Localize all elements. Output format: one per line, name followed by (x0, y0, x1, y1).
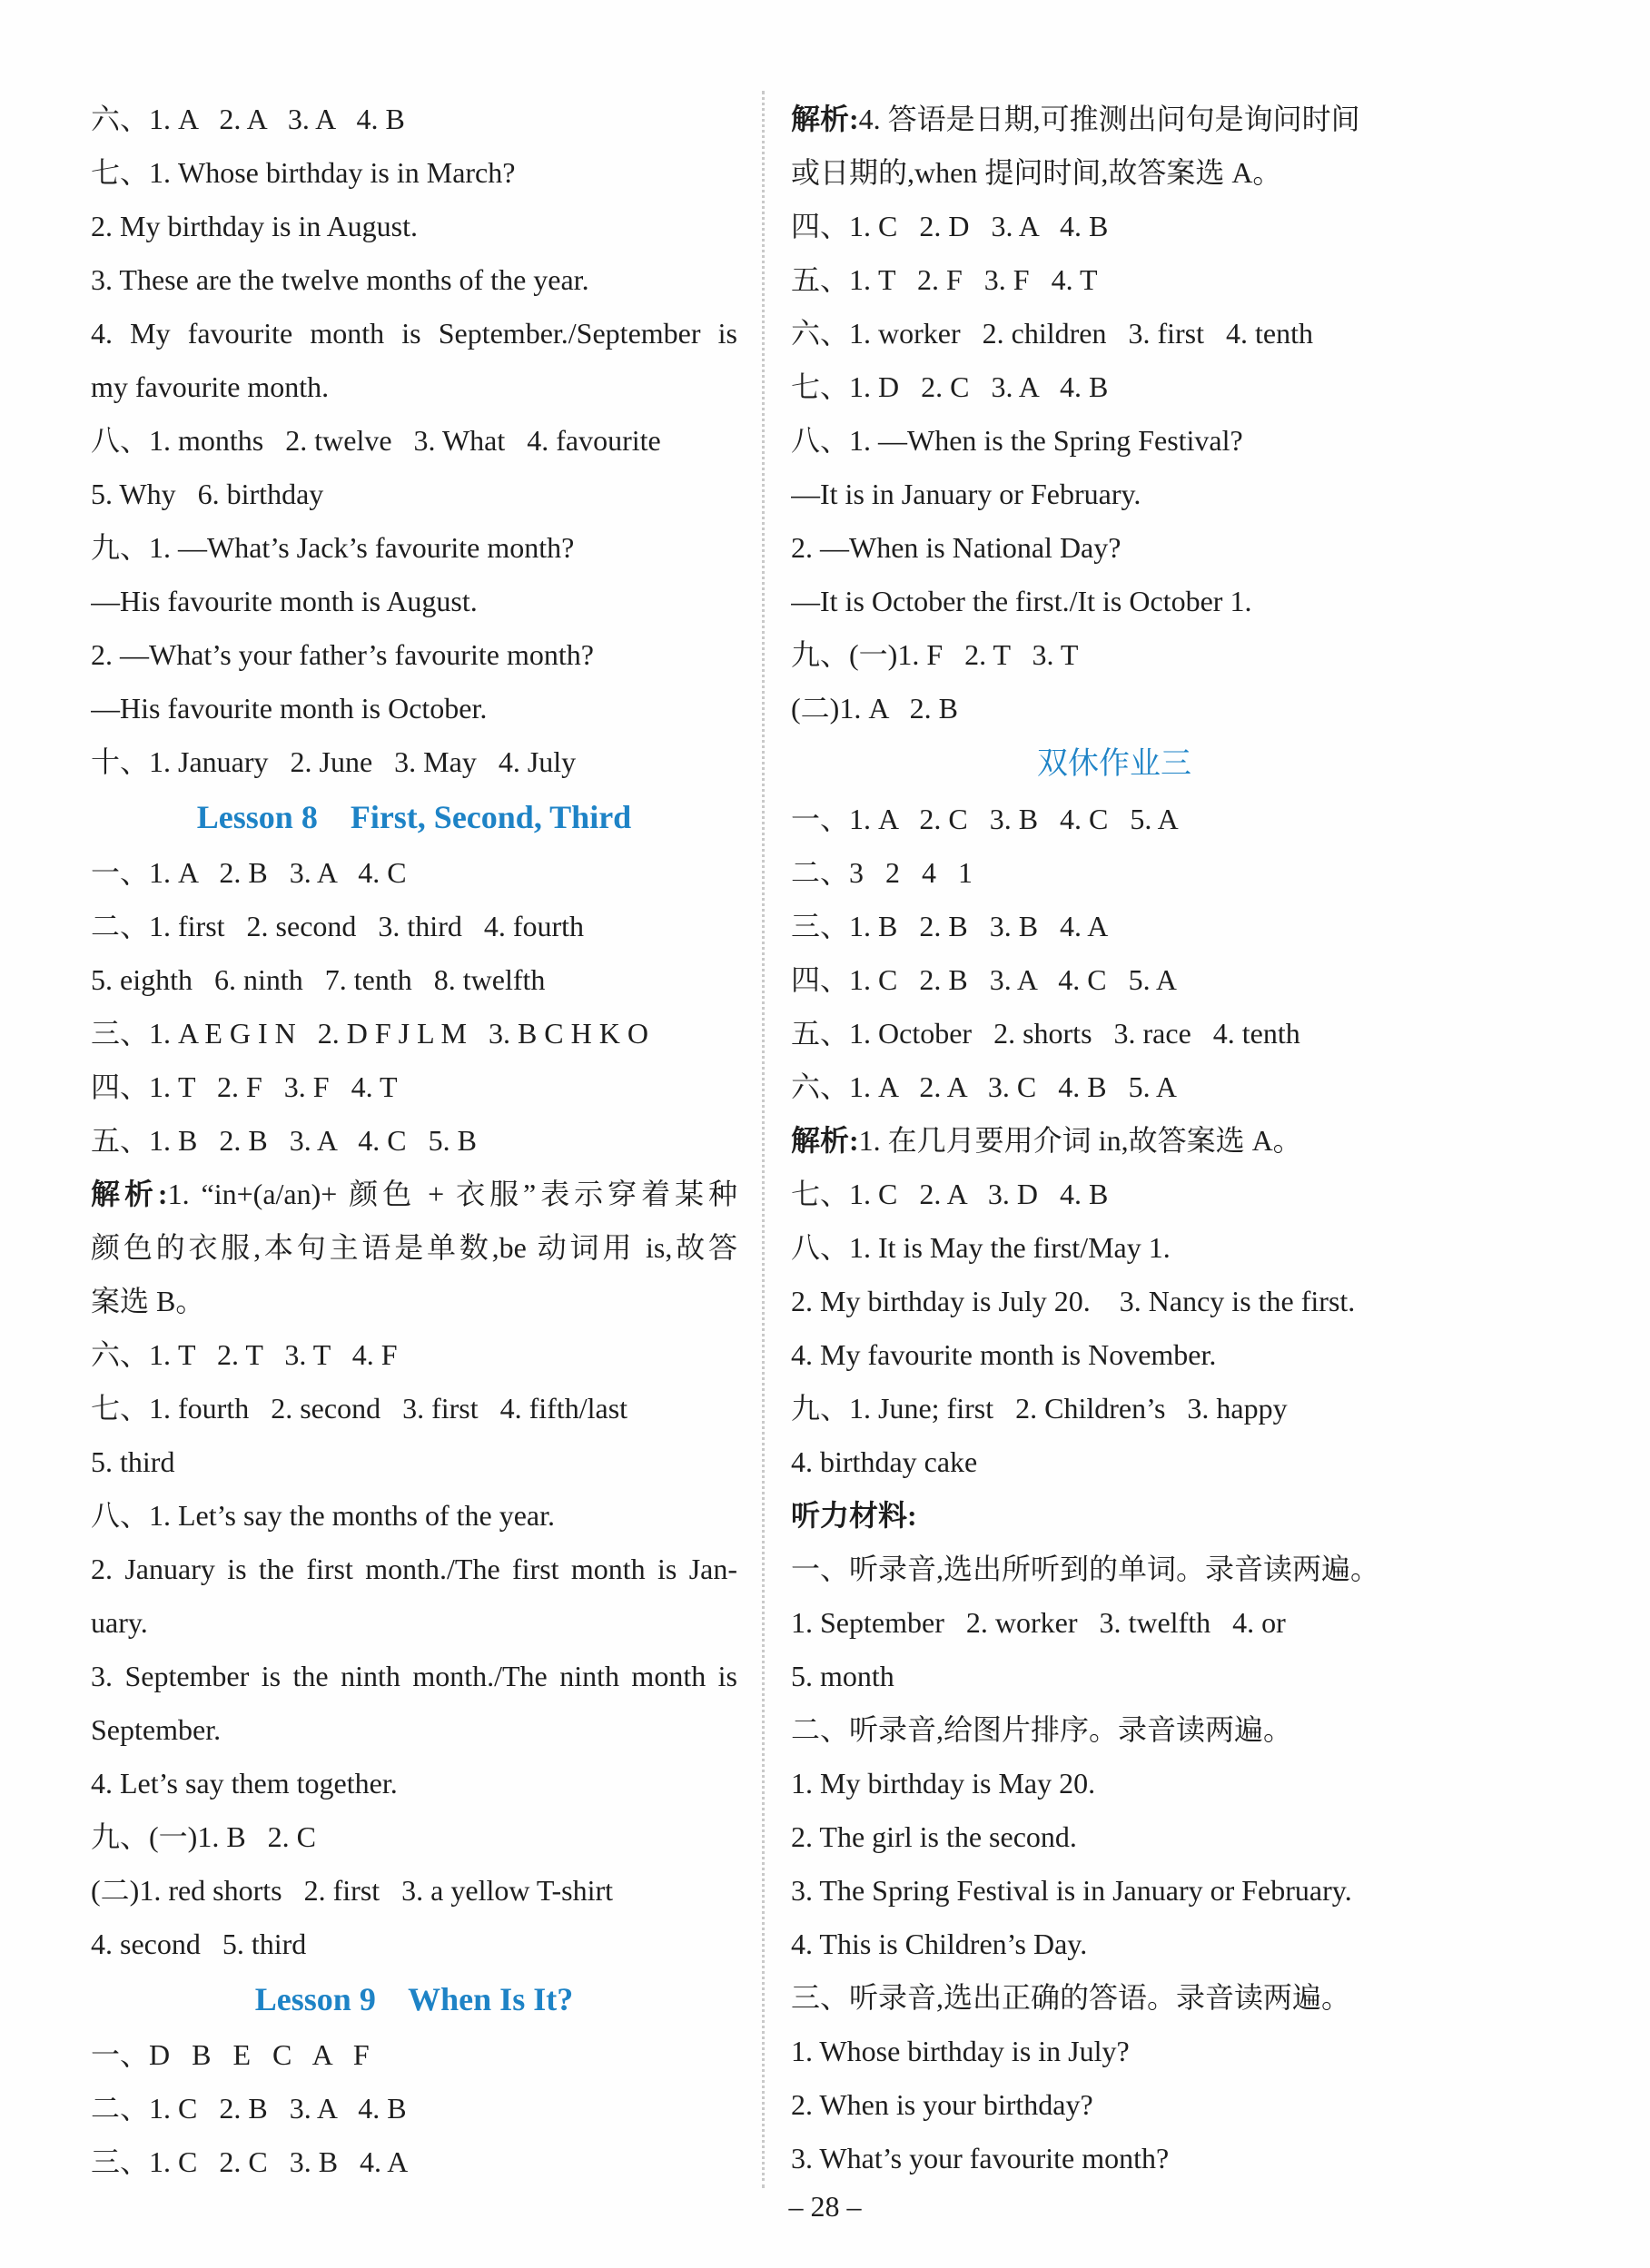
answer-line (791, 1114, 1438, 1168)
answer-text: 4. birthday cake (791, 1445, 978, 1478)
answer-text: 十、1. January 2. June 3. May 4. July (91, 745, 577, 778)
answer-text: 1. September 2. worker 3. twelfth 4. or (791, 1606, 1286, 1639)
answer-line (91, 1275, 737, 1328)
answer-line (791, 253, 1438, 307)
answer-line (791, 1971, 1438, 2025)
answer-line (791, 2132, 1438, 2185)
answer-text: 六、1. worker 2. children 3. first 4. tenth (791, 317, 1314, 350)
answer-text: 4. Let’s say them together. (91, 1767, 398, 1800)
answer-line (791, 846, 1438, 900)
answer-text: 六、1. A 2. A 3. A 4. B (91, 103, 405, 135)
explanation-label: 解析: (91, 1178, 168, 1210)
answer-text: 5. third (91, 1445, 175, 1478)
answer-line (91, 1221, 737, 1275)
answer-line (791, 1918, 1438, 1971)
answer-text: 二、1. first 2. second 3. third 4. fourth (91, 910, 585, 942)
answer-line (791, 2025, 1438, 2078)
answer-text: 九、(一)1. B 2. C (91, 1820, 317, 1853)
answer-line (791, 1596, 1438, 1650)
answer-line (91, 575, 737, 628)
answer-line (791, 2078, 1438, 2132)
answer-line (91, 1918, 737, 1971)
answer-line (91, 1060, 737, 1114)
answer-line (91, 2082, 737, 2135)
answer-text: (二)1. red shorts 2. first 3. a yellow T-shirt (91, 1874, 614, 1907)
right-column (791, 93, 1438, 2185)
answer-text: 九、1. —What’s Jack’s favourite month? (91, 531, 575, 564)
answer-text: 七、1. C 2. A 3. D 4. B (791, 1178, 1109, 1210)
answer-text: 2. When is your birthday? (791, 2088, 1093, 2121)
answer-text: 3. What’s your favourite month? (791, 2142, 1170, 2174)
answer-text: 4. My favourite month is September./September is (91, 317, 737, 350)
answer-text: —His favourite month is October. (91, 692, 488, 725)
answer-text: 1. Whose birthday is in July? (791, 2035, 1130, 2067)
left-column (91, 93, 737, 2189)
answer-text: 4. second 5. third (91, 1928, 307, 1960)
answer-text: 2. The girl is the second. (791, 1820, 1077, 1853)
answer-text: —It is in January or February. (791, 478, 1141, 510)
answer-line (91, 1328, 737, 1382)
section-heading: Lesson 9 When Is It? (254, 1981, 574, 2017)
answer-line (791, 793, 1438, 846)
answer-line (91, 360, 737, 414)
answer-text: 4. This is Children’s Day. (791, 1928, 1088, 1960)
answer-text: 五、1. T 2. F 3. F 4. T (791, 263, 1098, 296)
answer-line (91, 93, 737, 146)
answer-text: 一、D B E C A F (91, 2038, 370, 2071)
answer-text: 5. month (791, 1660, 894, 1692)
answer-text: 三、1. C 2. C 3. B 4. A (91, 2145, 409, 2178)
answer-text: 2. January is the first month./The first month is Jan- (91, 1553, 737, 1585)
answer-text: 二、3 2 4 1 (791, 856, 973, 889)
answer-line (791, 1543, 1438, 1596)
answer-line (791, 1221, 1438, 1275)
answer-text: 颜色的衣服,本句主语是单数,be 动词用 is,故答 (91, 1231, 737, 1264)
answer-line (91, 307, 737, 360)
answer-line (791, 521, 1438, 575)
answer-text: 八、1. It is May the first/May 1. (791, 1231, 1171, 1264)
answer-text: 八、1. Let’s say the months of the year. (91, 1499, 556, 1532)
answer-line (791, 468, 1438, 521)
answer-line (791, 1382, 1438, 1435)
answer-text: 四、1. C 2. D 3. A 4. B (791, 210, 1109, 242)
explanation-label: 解析: (791, 103, 859, 135)
answer-line (91, 1489, 737, 1543)
answer-text: 九、(一)1. F 2. T 3. T (791, 638, 1079, 671)
answer-line (791, 146, 1438, 200)
answer-text: 七、1. Whose birthday is in March? (91, 156, 516, 189)
answer-line (91, 1435, 737, 1489)
answer-line (791, 200, 1438, 253)
answer-line (91, 1864, 737, 1918)
answer-text: 五、1. October 2. shorts 3. race 4. tenth (791, 1017, 1300, 1050)
answer-line (91, 521, 737, 575)
answer-line (91, 2028, 737, 2082)
answer-text: (二)1. A 2. B (791, 692, 959, 725)
answer-line (91, 1810, 737, 1864)
answer-line (91, 253, 737, 307)
explanation-label: 听力材料: (791, 1499, 917, 1532)
answer-text: 六、1. T 2. T 3. T 4. F (91, 1338, 398, 1371)
answer-line (791, 1275, 1438, 1328)
answer-line (91, 1703, 737, 1757)
answer-text: 2. —When is National Day? (791, 531, 1121, 564)
answer-text: 2. My birthday is July 20. 3. Nancy is the first. (791, 1285, 1356, 1317)
answer-text: 一、1. A 2. B 3. A 4. C (91, 856, 407, 889)
answer-line (91, 846, 737, 900)
answer-line (91, 953, 737, 1007)
answer-text: 五、1. B 2. B 3. A 4. C 5. B (91, 1124, 477, 1157)
answer-line (791, 1060, 1438, 1114)
answer-text: 三、1. A E G I N 2. D F J L M 3. B C H K O (91, 1017, 648, 1050)
answer-line (91, 1596, 737, 1650)
answer-line (91, 200, 737, 253)
answer-line (91, 1168, 737, 1221)
answer-line (91, 146, 737, 200)
answer-text: 3. The Spring Festival is in January or February. (791, 1874, 1352, 1907)
answer-line (791, 1650, 1438, 1703)
answer-text: 七、1. D 2. C 3. A 4. B (791, 370, 1109, 403)
answer-text: 5. eighth 6. ninth 7. tenth 8. twelfth (91, 963, 546, 996)
section-heading: 双休作业三 (1037, 745, 1191, 782)
answer-line (791, 575, 1438, 628)
answer-line (791, 1328, 1438, 1382)
explanation-label: 解析: (791, 1124, 859, 1157)
answer-text: —It is October the first./It is October 1. (791, 585, 1252, 617)
answer-line (91, 2135, 737, 2189)
answer-text: 四、1. T 2. F 3. F 4. T (91, 1070, 398, 1103)
answer-text: 2. My birthday is in August. (91, 210, 419, 242)
answer-text: 5. Why 6. birthday (91, 478, 324, 510)
answer-line (791, 953, 1438, 1007)
answer-text: 1. “in+(a/an)+ 颜色 + 衣服”表示穿着某种 (167, 1178, 737, 1210)
answer-text: 三、1. B 2. B 3. B 4. A (791, 910, 1109, 942)
answer-line (91, 628, 737, 682)
answer-text: 八、1. months 2. twelve 3. What 4. favourite (91, 424, 661, 457)
answer-text: 或日期的,when 提问时间,故答案选 A。 (791, 156, 1282, 189)
answer-text: 1. My birthday is May 20. (791, 1767, 1096, 1800)
answer-text: —His favourite month is August. (91, 585, 478, 617)
answer-text: 九、1. June; first 2. Children’s 3. happy (791, 1392, 1288, 1425)
answer-text: 二、听录音,给图片排序。录音读两遍。 (791, 1713, 1293, 1746)
answer-line (791, 1864, 1438, 1918)
answer-line (791, 360, 1438, 414)
answer-text: 4. 答语是日期,可推测出问句是询问时间 (858, 103, 1360, 135)
answer-text: 2. —What’s your father’s favourite month? (91, 638, 594, 671)
answer-text: uary. (91, 1606, 148, 1639)
column-divider (762, 91, 765, 2188)
answer-text: 一、1. A 2. C 3. B 4. C 5. A (791, 803, 1179, 835)
answer-text: 3. These are the twelve months of the year. (91, 263, 589, 296)
answer-line (91, 1650, 737, 1703)
answer-line (791, 1168, 1438, 1221)
answer-text: 3. September is the ninth month./The ninth month is (91, 1660, 737, 1692)
answer-line (91, 1007, 737, 1060)
answer-text: 七、1. fourth 2. second 3. first 4. fifth/last (91, 1392, 628, 1425)
answer-text: September. (91, 1713, 222, 1746)
answer-text: my favourite month. (91, 370, 330, 403)
answer-line (91, 1114, 737, 1168)
answer-text: 四、1. C 2. B 3. A 4. C 5. A (791, 963, 1177, 996)
answer-line (91, 468, 737, 521)
answer-line (91, 414, 737, 468)
answer-text: 六、1. A 2. A 3. C 4. B 5. A (791, 1070, 1177, 1103)
answer-text: 八、1. —When is the Spring Festival? (791, 424, 1243, 457)
answer-text: 三、听录音,选出正确的答语。录音读两遍。 (791, 1981, 1351, 2014)
answer-text: 二、1. C 2. B 3. A 4. B (91, 2092, 407, 2125)
answer-text: 一、听录音,选出所听到的单词。录音读两遍。 (791, 1553, 1380, 1585)
answer-line (91, 1543, 737, 1596)
answer-line (791, 900, 1438, 953)
answer-text: 4. My favourite month is November. (791, 1338, 1217, 1371)
section-heading: Lesson 8 First, Second, Third (196, 799, 632, 835)
answer-line (791, 307, 1438, 360)
answer-line (791, 1757, 1438, 1810)
answer-line (791, 1703, 1438, 1757)
answer-text: 案选 B。 (91, 1285, 205, 1317)
answer-line (791, 628, 1438, 682)
answer-line (91, 900, 737, 953)
answer-text: 1. 在几月要用介词 in,故答案选 A。 (858, 1124, 1302, 1157)
answer-line (791, 682, 1438, 735)
answer-line (791, 1007, 1438, 1060)
answer-line (791, 1435, 1438, 1489)
page-number: – 28 – (788, 2190, 862, 2223)
answer-line (791, 414, 1438, 468)
answer-line (91, 1382, 737, 1435)
answer-line (91, 682, 737, 735)
answer-line (791, 93, 1438, 146)
answer-line (791, 1810, 1438, 1864)
answer-line (791, 1489, 1438, 1543)
answer-line (91, 1757, 737, 1810)
answer-line (91, 735, 737, 789)
